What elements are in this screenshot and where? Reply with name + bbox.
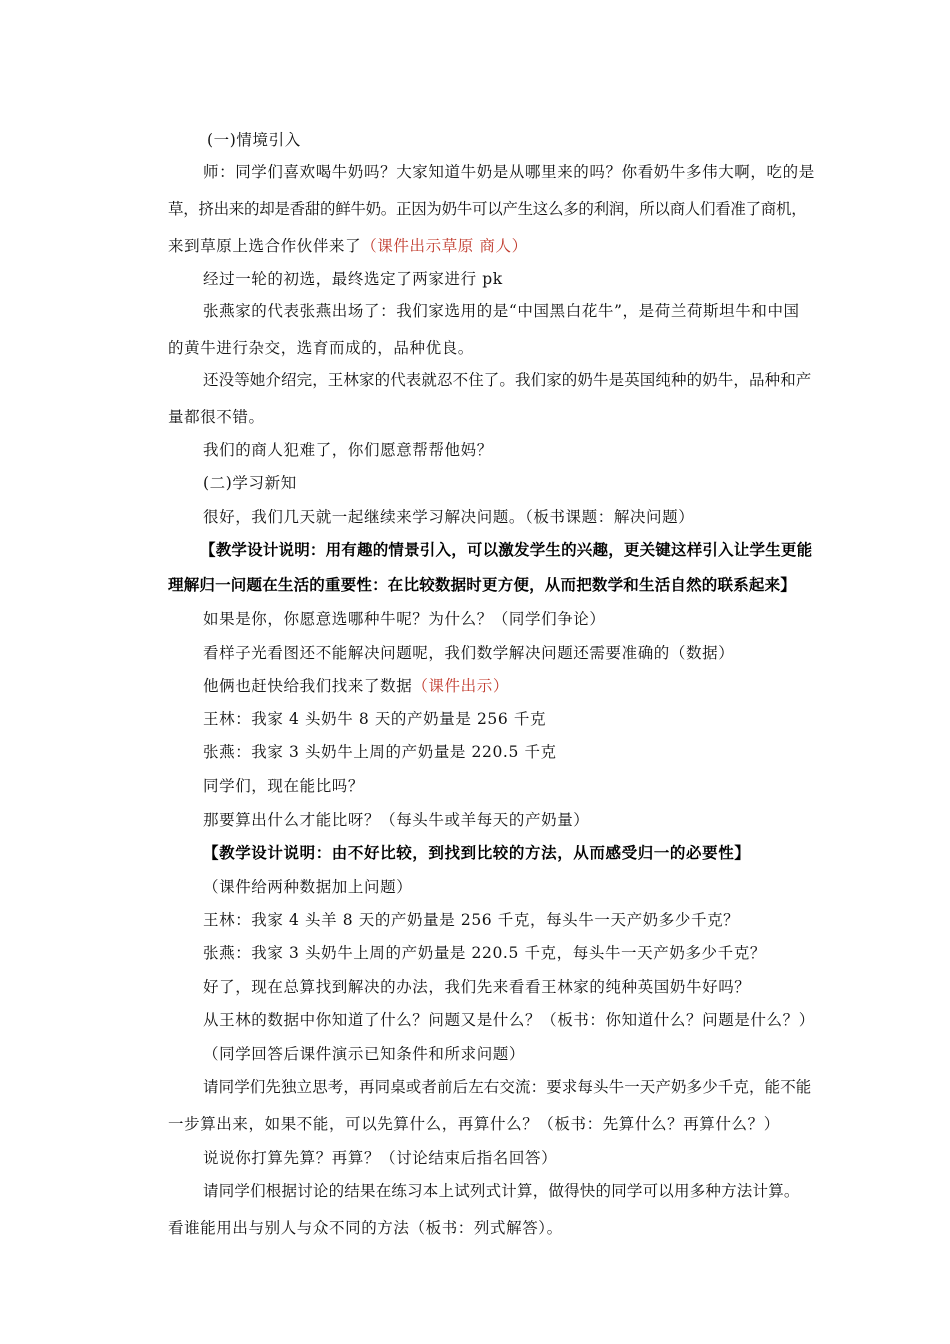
paragraph-line: 我们的商人犯难了，你们愿意帮帮他妈？ [203,441,493,459]
paragraph-line: 师：同学们喜欢喝牛奶吗？大家知道牛奶是从哪里来的吗？你看奶牛多伟大啊，吃的是 [203,163,815,181]
paragraph-line: 经过一轮的初选，最终选定了两家进行 pk [203,270,503,288]
paragraph-line: 草，挤出来的却是香甜的鲜牛奶。正因为奶牛可以产生这么多的利润，所以商人们看准了商机， [168,200,807,218]
paragraph-line: 的黄牛进行杂交，选育而成的，品种优良。 [168,339,474,357]
paragraph-line: 王林：我家 4 头羊 8 天的产奶量是 256 千克，每头牛一天产奶多少千克？ [203,911,740,929]
section-heading-intro: (一)情境引入 [207,131,301,149]
paragraph-line: 张燕：我家 3 头奶牛上周的产奶量是 220.5 千克，每头牛一天产奶多少千克？ [203,944,766,962]
paragraph-line: 请同学们根据讨论的结果在练习本上试列式计算，做得快的同学可以用多种方法计算。 [203,1182,800,1200]
paragraph-line: 看样子光看图还不能解决问题呢，我们数学解决问题还需要准确的（数据） [203,644,735,662]
paragraph-line: 他俩也赶快给我们找来了数据（课件出示） [203,677,509,695]
paragraph-line: 如果是你，你愿意选哪种牛呢？为什么？（同学们争论） [203,610,606,628]
design-note: 理解归一问题在生活的重要性：在比较数据时更方便，从而把数学和生活自然的联系起来】 [168,575,797,594]
paragraph-line: 很好，我们几天就一起继续来学习解决问题。（板书课题：解决问题） [203,508,695,526]
paragraph-line: 好了，现在总算找到解决的办法，我们先来看看王林家的纯种英国奶牛好吗？ [203,978,751,996]
paragraph-line: 看谁能用出与别人与众不同的方法（板书：列式解答）。 [168,1219,563,1237]
section-heading-new-knowledge: (二)学习新知 [203,474,297,492]
paragraph-line: 王林：我家 4 头奶牛 8 天的产奶量是 256 千克 [203,710,547,728]
design-note: 【教学设计说明：用有趣的情景引入，可以激发学生的兴趣，更关键这样引入让学生更能 [200,540,813,559]
paragraph-line: 量都很不错。 [168,408,265,426]
paragraph-line: 说说你打算先算？再算？（讨论结束后指名回答） [203,1149,558,1167]
paragraph-line: （同学回答后课件演示已知条件和所求问题） [203,1045,526,1063]
paragraph-line: 请同学们先独立思考，再同桌或者前后左右交流：要求每头牛一天产奶多少千克，能不能 [203,1078,812,1096]
paragraph-line: （课件给两种数据加上问题） [203,878,413,896]
paragraph-line: 那要算出什么才能比呀？（每头牛或羊每天的产奶量） [203,811,590,829]
paragraph-line: 从王林的数据中你知道了什么？问题又是什么？（板书：你知道什么？问题是什么？） [203,1011,815,1029]
paragraph-line: 张燕：我家 3 头奶牛上周的产奶量是 220.5 千克 [203,743,557,761]
paragraph-line: 张燕家的代表张燕出场了：我们家选用的是“中国黑白花牛”，是荷兰荷斯坦牛和中国 [203,302,800,320]
paragraph-line: 还没等她介绍完，王林家的代表就忍不住了。我们家的奶牛是英国纯种的奶牛，品种和产 [203,371,812,389]
courseware-note: （课件出示草原 商人） [361,237,528,255]
paragraph-line: 来到草原上选合作伙伴来了（课件出示草原 商人） [168,237,528,255]
paragraph-line: 一步算出来，如果不能，可以先算什么，再算什么？（板书：先算什么？再算什么？） [168,1115,780,1133]
design-note: 【教学设计说明：由不好比较，到找到比较的方法，从而感受归一的必要性】 [203,843,751,862]
courseware-note: （课件出示） [412,677,509,695]
paragraph-line: 同学们，现在能比吗？ [203,777,365,795]
